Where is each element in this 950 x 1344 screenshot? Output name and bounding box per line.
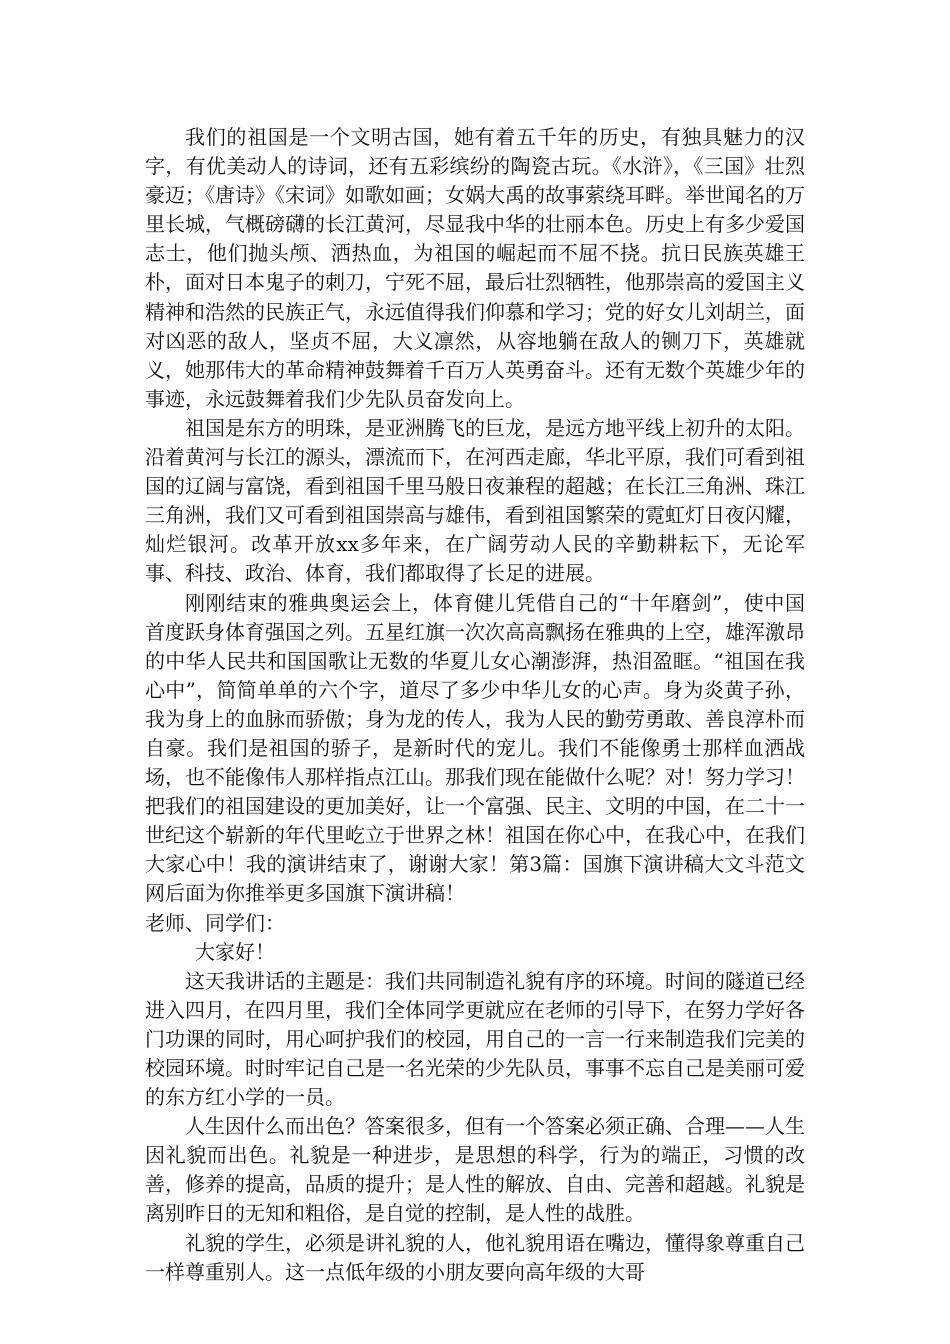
greeting: 大家好！ bbox=[195, 939, 275, 964]
document-page bbox=[145, 123, 805, 1287]
paragraph-2: 祖国是东方的明珠，是亚洲腾飞的巨龙，是远方地平线上初升的太阳。沿着黄河与长江的源头，漂流而下，在河西走廊，华北平原，我们可看到祖国的辽阔与富饶，看到祖国千里马般日夜兼程的超越；在长江三角洲、珠江三角洲，我们又可看到祖国崇高与雄伟，看到祖国繁荣的霓虹灯日夜闪耀，灿烂银河。改革开放xx多年来，在广阔劳动人民的辛勤耕耘下，无论军事、科技、政治、体育，我们都取得了长足的进展。 bbox=[145, 415, 805, 586]
paragraph-5: 人生因什么而出色？答案很多，但有一个答案必须正确、合理——人生因礼貌而出色。礼貌是一种进步，是思想的科学，行为的端正，习惯的改善，修养的提高，品质的提升；是人性的解放、自由、完善和超越。礼貌是离别昨日的无知和粗俗，是自觉的控制，是人性的战胜。 bbox=[145, 1114, 805, 1226]
paragraph-1: 我们的祖国是一个文明古国，她有着五千年的历史，有独具魅力的汉字，有优美动人的诗词，还有五彩缤纷的陶瓷古玩。《水浒》，《三国》壮烈豪迈；《唐诗》《宋词》如歌如画；女娲大禹的故事萦绕耳畔。举世闻名的万里长城，气概磅礴的长江黄河，尽显我中华的壮丽本色。历史上有多少爱国志士，他们抛头颅、洒热血，为祖国的崛起而不屈不挠。抗日民族英雄王朴，面对日本鬼子的刺刀，宁死不屈，最后壮烈牺牲，他那崇高的爱国主义精神和浩然的民族正气，永远值得我们仰慕和学习；党的好女儿刘胡兰，面对凶恶的敌人，坚贞不屈，大义凛然，从容地躺在敌人的铡刀下，英雄就义，她那伟大的革命精神鼓舞着千百万人英勇奋斗。还有无数个英雄少年的事迹，永远鼓舞着我们少先队员奋发向上。 bbox=[145, 125, 805, 411]
salutation: 老师、同学们： bbox=[145, 910, 285, 935]
paragraph-6: 礼貌的学生，必须是讲礼貌的人，他礼貌用语在嘴边，懂得象尊重自己一样尊重别人。这一点低年级的小朋友要向高年级的大哥 bbox=[145, 1230, 805, 1284]
paragraph-3: 刚刚结束的雅典奥运会上，体育健儿凭借自己的“十年磨剑”，使中国首度跃身体育强国之列。五星红旗一次次高高飘扬在雅典的上空，雄浑激昂的中华人民共和国国歌让无数的华夏儿女心潮澎湃，热泪盈眶。“祖国在我心中”，简简单单的六个字，道尽了多少中华儿女的心声。身为炎黄子孙，我为身上的血脉而骄傲；身为龙的传人，我为人民的勤劳勇敢、善良淳朴而自豪。我们是祖国的骄子，是新时代的宠儿。我们不能像勇士那样血洒战场，也不能像伟人那样指点江山。那我们现在能做什么呢？对！努力学习！把我们的祖国建设的更加美好，让一个富强、民主、文明的中国，在二十一世纪这个崭新的年代里屹立于世界之林！祖国在你心中，在我心中，在我们大家心中！我的演讲结束了，谢谢大家！第3篇：国旗下演讲稿大文斗范文网后面为你推举更多国旗下演讲稿！ bbox=[145, 590, 805, 906]
paragraph-4: 这天我讲话的主题是：我们共同制造礼貌有序的环境。时间的隧道已经进入四月，在四月里，我们全体同学更就应在老师的引导下，在努力学好各门功课的同时，用心呵护我们的校园，用自己的一言一行来制造我们完美的校园环境。时时牢记自己是一名光荣的少先队员，事事不忘自己是美丽可爱的东方红小学的一员。 bbox=[145, 968, 805, 1110]
